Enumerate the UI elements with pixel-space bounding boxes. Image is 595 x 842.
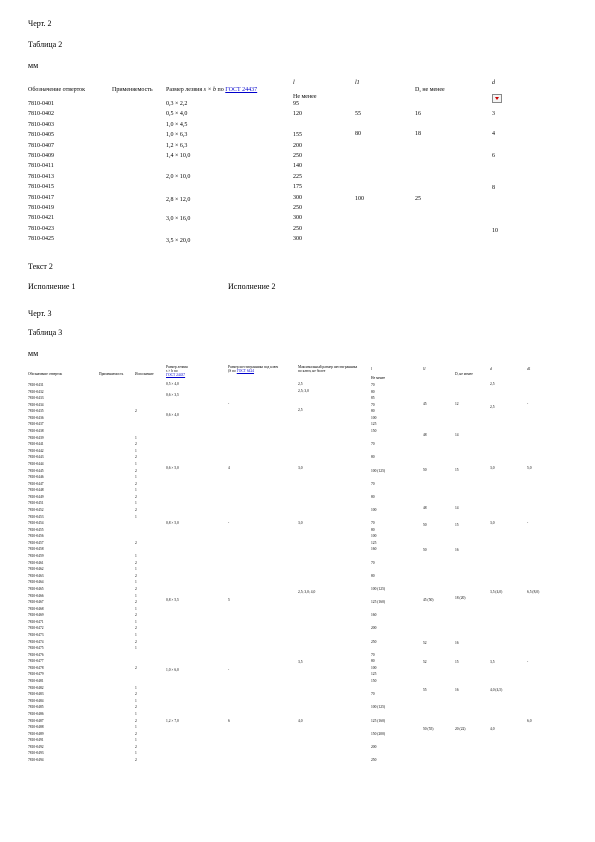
t3-row-l: 80 [371,389,375,394]
t3-header-execution: Исполнение [135,372,154,376]
t3-row-code: 7810-0439 [28,435,44,440]
t3-row-execution: 1 [135,501,137,506]
chart2-title: Черт. 2 [28,19,52,28]
t2-l1-100: 100 [355,196,364,202]
t3-row-code: 7810-0479 [28,672,44,677]
t2-header-l1: l1 [355,80,360,86]
t2-header-applicability: Применяемость [112,87,153,93]
t3-row-execution: 2 [135,455,137,460]
t3-d-e: 15 [455,523,459,527]
t3-row-l: 80 [371,527,375,532]
t3-row-execution: 2 [135,442,137,447]
chart3-title: Черт. 3 [28,309,52,318]
t3-l1-e: 50 [423,523,427,527]
t3-row-code: 7810-0464 [28,580,44,585]
t3-d-d: 14 [455,506,459,510]
t3-gost-24437-link[interactable]: ГОСТ 24437 [166,373,186,377]
t3-row-code: 7810-0478 [28,665,44,670]
t3-row-l: 70 [371,521,375,526]
t3-max-f: 2,5; 3,0; 4,0 [298,590,316,594]
t3-row-code: 7810-0434 [28,402,44,407]
table2-unit: мм [28,61,39,70]
t2-row-size: 1,2 × 6,3 [166,142,188,149]
t2-row-code: 7810-0403 [28,121,54,128]
t3-row-l: 100 [371,415,377,420]
t3-row-execution: 1 [135,461,137,466]
t3-d1-f: 6,0 [527,719,532,723]
t3-hex-6: 6 [228,719,230,723]
t3-max-e: 3,0 [298,521,303,525]
t3-row-l: 200 [371,744,377,749]
t3-row-execution: 1 [135,448,137,453]
t3-row-execution: 2 [135,540,137,545]
t3-dm-h: 4,0 [490,727,495,731]
t3-dm-e: 3,5 (4,0) [490,590,503,594]
t2-size-20x100: 2,0 × 10,0 [166,174,191,180]
t3-row-l: 150 (200) [371,731,386,736]
t3-row-code: 7810-0456 [28,534,44,539]
t3-row-l: 150 [371,429,377,434]
t2-dm-8: 8 [492,185,495,191]
t3-l1-c: 50 [423,468,427,472]
t3-l1-i: 52 [423,660,427,664]
t3-size-h: 1,2 × 7,0 [166,719,179,723]
t2-row-l: 95 [293,101,299,107]
t3-row-execution: 2 [135,665,137,670]
t3-row-l: 80 [371,573,375,578]
t2-dm-4: 4 [492,131,495,137]
t3-row-l: 100 (125) [371,705,386,710]
t3-row-l: 250 [371,758,377,762]
t3-size-a: 0,5 × 4,0 [166,382,179,386]
t3-header-dmark: d [490,367,492,371]
t3-row-code: 7810-0452 [28,508,44,512]
t3-header-hexmax-label: Максимальный размер шестигранника [298,365,358,369]
t3-row-l: 70 [371,481,375,486]
table3-title: Таблица 3 [28,328,63,337]
t3-row-l: 160 [371,547,377,552]
t2-header-size-by: по [217,87,224,93]
t2-d-16: 16 [415,111,421,117]
t2-row-code: 7810-0409 [28,153,54,159]
t3-row-execution: 1 [135,435,137,440]
t3-row-code: 7810-0476 [28,652,44,657]
text2-label: Текст 2 [28,262,53,271]
t2-row-code: 7810-0425 [28,236,54,243]
t3-row-execution: 2 [135,468,137,473]
t2-row-code: 7810-0402 [28,111,54,118]
t3-row-execution: 2 [135,600,137,605]
t3-row-code: 7810-0455 [28,527,44,532]
t2-row-code: 7810-0407 [28,142,54,149]
t3-d-b: 14 [455,433,459,437]
execution-1-label: Исполнение 1 [28,282,76,291]
t3-row-code: 7810-0475 [28,646,44,651]
t3-row-code: 7810-0447 [28,481,44,486]
t3-row-execution: 1 [135,738,137,743]
t3-row-l: 80 [371,455,375,460]
t3-row-execution: 1 [135,685,137,690]
t2-row-code: 7810-0401 [28,101,54,107]
t3-row-execution: 2 [135,494,137,499]
t3-row-execution: 1 [135,567,137,572]
t2-size-28x120: 2,8 × 12,0 [166,197,191,203]
t3-row-code: 7810-0444 [28,461,44,466]
t2-header-designation: Обозначение отверток [28,87,86,93]
t3-header-l-sub: Не менее [371,376,386,380]
t3-row-code: 7810-0493 [28,751,44,756]
t3-row-code: 7810-0457 [28,540,44,545]
t3-row-code: 7810-0443 [28,455,44,460]
t2-row-code: 7810-0415 [28,184,54,191]
t3-row-code: 7810-0431 [28,383,44,387]
chevron-down-icon[interactable] [492,94,502,103]
t3-max-a: 2,5 [298,382,303,386]
t3-max-h: 4,0 [298,719,303,723]
t3-l1-j: 55 [423,688,427,692]
t3-max-b: 2,5; 3,0 [298,389,309,393]
t3-row-l: 70 [371,652,375,657]
t2-d-18: 18 [415,131,421,137]
t3-row-code: 7810-0469 [28,613,44,618]
t3-row-execution: 2 [135,731,137,736]
t2-dm-6: 6 [492,153,495,159]
t3-d1-d: 6,5 (8,0) [527,590,540,594]
t3-row-code: 7810-0465 [28,586,44,591]
t2-row-code: 7810-0405 [28,132,54,139]
t3-row-execution: 2 [135,692,137,697]
t3-d-g: 18 (20) [455,596,466,600]
t2-row-code: 7810-0421 [28,215,54,222]
t2-row-size: 0,5 × 4,0 [166,111,188,118]
t3-row-execution: 2 [135,586,137,591]
t3-dm-g: 4,0 (4,5) [490,688,503,692]
t3-row-l: 125 (160) [371,718,386,723]
t3-dm-a: 2,5 [490,382,495,386]
t3-header-designation: Обозначение отверток [28,372,63,376]
t3-dm-b: 2,5 [490,405,495,409]
t3-l1-k: 50 (55) [423,727,434,731]
t3-header-hexmax-sub: по ключ, не более [298,369,326,373]
t3-row-l: 70 [371,560,375,565]
t3-hex-5: 5 [228,598,230,602]
t3-row-execution: 2 [135,744,137,749]
t3-d1-a: - [527,402,529,406]
t3-row-code: 7810-0453 [28,514,44,519]
t3-row-execution: 2 [135,639,137,644]
t2-row-size: 0,3 × 2,2 [166,101,188,107]
t2-dropdown[interactable] [492,89,502,107]
t3-row-execution: 1 [135,619,137,624]
t3-row-execution: 2 [135,409,137,414]
t3-row-execution: 2 [135,560,137,565]
t3-row-l: 250 [371,639,377,644]
t3-row-code: 7810-0454 [28,521,44,526]
t2-row-code: 7810-0423 [28,225,54,232]
table2-title: Таблица 2 [28,40,63,49]
t2-row-l: 250 [293,153,302,159]
t3-l1-h: 52 [423,641,427,645]
t2-header-size [166,87,257,93]
t3-row-l: 100 [371,534,377,539]
t3-row-execution: 1 [135,475,137,480]
t3-max-g: 3,5 [298,660,303,664]
t3-row-execution: 1 [135,593,137,598]
t3-row-l: 100 [371,508,377,512]
t3-header-size [166,365,188,377]
t3-row-code: 7810-0432 [28,389,44,394]
t2-row-size: 1,4 × 10,0 [166,153,191,159]
t3-row-execution: 2 [135,613,137,618]
t3-size-b: 0,6 × 3,5 [166,393,179,397]
t3-row-execution: 1 [135,646,137,651]
t3-dm-f: 3,5 [490,660,495,664]
t3-row-code: 7810-0474 [28,639,44,644]
t3-row-execution: 2 [135,626,137,631]
t2-row-l: 250 [293,205,302,211]
table3-unit: мм [28,349,39,358]
t3-row-execution: 1 [135,751,137,756]
t3-size-e: 0,8 × 5,0 [166,521,179,525]
t3-row-code: 7810-0461 [28,560,44,565]
t2-row-size: 1,0 × 4,5 [166,121,188,128]
t3-row-execution: 2 [135,481,137,486]
t3-row-code: 7810-0446 [28,475,44,480]
t3-max-d: 3,0 [298,466,303,470]
t3-header-d: D, не менее [455,372,473,376]
t3-row-code: 7810-0433 [28,396,44,401]
t3-row-code: 7810-0484 [28,698,44,703]
t3-header-hex-s: (S по [228,369,236,373]
t3-hex-dash-2: - [228,521,230,525]
t2-row-l: 300 [293,194,302,201]
t2-row-l: 225 [293,173,302,180]
t3-row-code: 7810-0466 [28,593,44,598]
t3-header-hex [228,365,278,373]
t2-d-25: 25 [415,196,421,202]
t3-d-h: 16 [455,641,459,645]
t3-d-k: 20 (22) [455,727,466,731]
t2-size-30x160: 3,0 × 16,0 [166,216,191,222]
t3-row-code: 7810-0459 [28,554,44,559]
t2-row-code: 7810-0419 [28,205,54,211]
t3-row-l: 70 [371,692,375,697]
t2-l1-80: 80 [355,131,361,137]
t3-header-d1: d1 [527,367,531,371]
gost-6424-link[interactable]: ГОСТ 6424 [236,369,255,373]
t2-dm-3: 3 [492,111,495,117]
t3-row-code: 7810-0482 [28,685,44,690]
t3-row-l: 125 [371,540,377,545]
t3-l1-b: 48 [423,433,427,437]
t3-hex-dash-3: - [228,668,230,672]
t3-row-code: 7810-0487 [28,718,44,723]
t3-dm-d: 3,0 [490,521,495,525]
t2-header-l: l [293,80,295,86]
t3-row-execution: 1 [135,698,137,703]
t3-row-l: 70 [371,383,375,387]
t3-row-l: 70 [371,402,375,407]
t2-row-l: 140 [293,163,302,170]
t3-row-l: 100 (125) [371,468,386,473]
t3-header-l: l [371,367,372,371]
t3-dm-c: 3,0 [490,466,495,470]
t2-row-size: 1,0 × 6,3 [166,132,188,139]
t3-header-l1: l1 [423,367,426,371]
t3-row-code: 7810-0442 [28,448,44,453]
t3-row-l: 80 [371,659,375,664]
t3-row-l: 70 [371,442,375,447]
t3-header-applicability: Применяемость [99,372,124,376]
t2-dm-10: 10 [492,228,498,234]
t3-row-execution: 1 [135,514,137,519]
t3-row-code: 7810-0491 [28,738,44,743]
t3-l1-g: 45 (50) [423,598,434,602]
t3-d-f: 16 [455,548,459,552]
t3-row-code: 7810-0492 [28,744,44,749]
t3-row-l: 160 [371,613,377,618]
t2-size-35x200: 3,5 × 20,0 [166,238,191,244]
t3-row-l: 125 [371,422,377,427]
t2-row-l: 250 [293,225,302,232]
t3-row-code: 7810-0451 [28,501,44,506]
t3-row-execution: 1 [135,633,137,637]
t3-row-l: 200 [371,626,377,631]
t3-row-code: 7810-0473 [28,633,44,637]
t3-row-execution: 1 [135,711,137,716]
t2-header-dmark: d [492,80,495,86]
t3-row-l: 100 [371,665,377,670]
t3-header-size-label: Размер лезвия [166,365,188,369]
t2-header-l-sub: Не менее [293,94,317,100]
t3-row-l: 80 [371,494,375,499]
t3-row-code: 7810-0435 [28,409,44,414]
t3-row-execution: 2 [135,758,137,762]
t3-header-hex-label: Размер шестигранника под ключ [228,365,279,369]
t3-row-code: 7810-0458 [28,547,44,552]
t2-row-code: 7810-0411 [28,163,54,170]
t3-row-code: 7810-0441 [28,442,44,447]
t3-d1-b: 5,0 [527,466,532,470]
t3-row-code: 7810-0445 [28,468,44,473]
t2-row-l: 300 [293,236,302,243]
t3-d-i: 15 [455,660,459,664]
t3-size-c: 0,6 × 4,0 [166,413,179,417]
t3-size-g: 1,0 × 6,0 [166,668,179,672]
t3-row-code: 7810-0485 [28,705,44,710]
t2-l1-55: 55 [355,111,361,117]
t2-row-l: 200 [293,142,302,149]
t3-d-a: 12 [455,402,459,406]
t3-row-execution: 1 [135,488,137,493]
t3-row-code: 7810-0483 [28,692,44,697]
t3-row-l: 125 [371,672,377,677]
t3-l1-f: 50 [423,548,427,552]
t3-row-code: 7810-0462 [28,567,44,572]
t3-l1-a: 45 [423,402,427,406]
t3-d-c: 15 [455,468,459,472]
t3-hex-4: 4 [228,466,230,470]
t3-size-d: 0,6 × 5,0 [166,466,179,470]
t3-d1-c: - [527,521,529,525]
execution-2-label: Исполнение 2 [228,282,276,291]
t2-row-l: 120 [293,111,302,118]
t3-row-code: 7810-0477 [28,659,44,664]
t3-row-code: 7810-0488 [28,725,44,730]
t3-row-code: 7810-0436 [28,415,44,420]
t3-row-code: 7810-0437 [28,422,44,427]
t3-d1-e: - [527,660,529,664]
t3-row-code: 7810-0486 [28,711,44,716]
t2-l-155: 155 [293,132,302,138]
t3-l1-d: 48 [423,506,427,510]
t2-row-l: 300 [293,215,302,222]
t3-row-code: 7810-0481 [28,679,44,684]
t3-row-code: 7810-0471 [28,619,44,624]
t3-row-code: 7810-0494 [28,758,44,762]
t3-row-code: 7810-0463 [28,573,44,578]
t2-row-l: 175 [293,184,302,191]
t3-row-l: 100 (125) [371,586,386,591]
t3-row-code: 7810-0489 [28,731,44,736]
t3-row-l: 150 [371,679,377,684]
t3-row-code: 7810-0472 [28,626,44,631]
t3-row-l: 85 [371,396,375,401]
t3-size-f: 0,8 × 5,5 [166,598,179,602]
t3-row-execution: 1 [135,606,137,611]
t3-row-execution: 2 [135,573,137,578]
t3-row-code: 7810-0468 [28,606,44,611]
t3-d-j: 16 [455,688,459,692]
gost-24437-link[interactable]: ГОСТ 24437 [225,87,258,93]
t3-row-execution: 2 [135,508,137,512]
t3-max-c: 2,5 [298,408,303,412]
t3-row-code: 7810-0449 [28,494,44,499]
t3-header-hexmax [298,365,357,373]
t3-row-execution: 2 [135,705,137,710]
t2-header-d: D, не менее [415,87,445,93]
t3-row-l: 125 (160) [371,600,386,605]
t3-row-code: 7810-0438 [28,429,44,434]
t3-header-size-expr: s × b по [166,369,178,373]
t2-header-size-expr: s × b [203,87,217,93]
t3-row-l: 80 [371,409,375,414]
t2-header-size-label: Размер лезвия [166,87,203,93]
t2-row-code: 7810-0413 [28,173,54,180]
t3-hex-dash-1: - [228,402,230,406]
t3-row-execution: 2 [135,718,137,723]
t3-row-code: 7810-0448 [28,488,44,493]
t3-row-execution: 1 [135,554,137,559]
t3-row-execution: 1 [135,580,137,585]
t2-row-code: 7810-0417 [28,194,54,201]
t3-row-code: 7810-0467 [28,600,44,605]
t3-row-execution: 1 [135,725,137,730]
